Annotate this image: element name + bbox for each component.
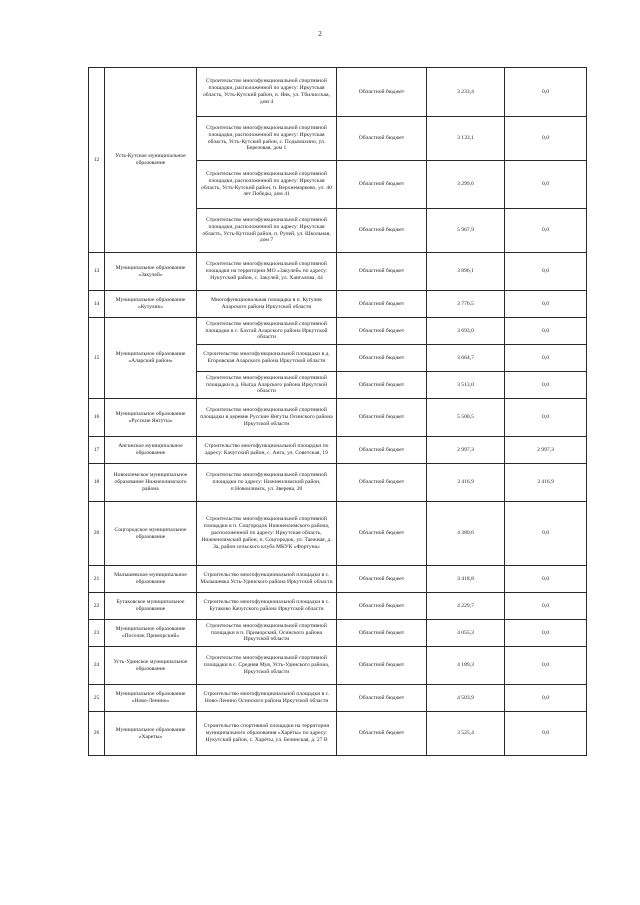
project-description: Строительство многофункциональной спортивной площадки по адресу: Нижнеилимский район, п.Новоилимск, ул. Зверева, 20 [197, 464, 337, 502]
local-amount-value: 0,0 [505, 566, 587, 593]
municipality-name: Усть-Кутское муниципальное образование [105, 68, 197, 253]
table-row [89, 566, 587, 593]
amount-value: 2 997,3 [427, 437, 505, 464]
project-description: Многофункциональная площадка в п. Кутулик Аларского района Иркутской области [197, 291, 337, 318]
amount-value: 4 189,3 [427, 647, 505, 685]
local-amount-value: 0,0 [505, 685, 587, 712]
funding-source: Областной бюджет [337, 685, 427, 712]
funding-source: Областной бюджет [337, 464, 427, 502]
municipality-name: Муниципальное образование «Хареты» [105, 712, 197, 756]
table-row [89, 685, 587, 712]
funding-source: Областной бюджет [337, 318, 427, 345]
project-description: Строительство многофункциональной спортивной площадки, расположенной по адресу: Иркутская область, Усть-Кутский район, п. Верхнемарково, ул. 40 лет Победы, дом 41 [197, 161, 337, 209]
municipality-name: Ангинское муниципальное образование [105, 437, 197, 464]
row-number: 17 [89, 437, 105, 464]
table-row [89, 712, 587, 756]
municipality-name: Соцгородское муниципальное образование [105, 502, 197, 566]
amount-value: 3 233,4 [427, 68, 505, 117]
row-number: 12 [89, 68, 105, 253]
municipality-name: Муниципальное образование «Русские Янгуты» [105, 399, 197, 437]
funding-source: Областной бюджет [337, 68, 427, 117]
municipality-name: Бутаковское муниципальное образование [105, 593, 197, 620]
funding-source: Областной бюджет [337, 117, 427, 161]
amount-value: 5 967,9 [427, 209, 505, 253]
local-amount-value: 0,0 [505, 117, 587, 161]
funding-source: Областной бюджет [337, 647, 427, 685]
amount-value: 3 525,4 [427, 712, 505, 756]
project-description: Строительство многофункциональной площадки по адресу: Качугский район, с. Анга, ул. Советская, 19 [197, 437, 337, 464]
local-amount-value: 0,0 [505, 68, 587, 117]
project-description: Строительство многофункциональной спортивной площадки в деревне Русские Янгуты Осинского района Иркутской области [197, 399, 337, 437]
local-amount-value: 0,0 [505, 647, 587, 685]
table-row [89, 318, 587, 345]
funding-source: Областной бюджет [337, 253, 427, 291]
local-amount-value: 0,0 [505, 253, 587, 291]
table-row [89, 502, 587, 566]
funding-source: Областной бюджет [337, 291, 427, 318]
funding-source: Областной бюджет [337, 372, 427, 399]
local-amount-value: 0,0 [505, 593, 587, 620]
table-row [89, 647, 587, 685]
amount-value: 3 133,1 [427, 117, 505, 161]
amount-value: 4 503,9 [427, 685, 505, 712]
amount-value: 3 664,7 [427, 345, 505, 372]
page-number: 2 [318, 30, 322, 38]
local-amount-value: 2 997,3 [505, 437, 587, 464]
row-number: 24 [89, 647, 105, 685]
amount-value: 4 229,7 [427, 593, 505, 620]
row-number: 20 [89, 502, 105, 566]
row-number: 23 [89, 620, 105, 647]
funding-source: Областной бюджет [337, 712, 427, 756]
amount-value: 3 693,0 [427, 318, 505, 345]
row-number: 16 [89, 399, 105, 437]
municipality-name: Малышевское муниципальное образование [105, 566, 197, 593]
amount-value: 3 776,5 [427, 291, 505, 318]
municipality-name: Усть-Удинское муниципальное образование [105, 647, 197, 685]
project-description: Строительство многофункциональной площадки в с. Бутаково Качугского района Иркутской области [197, 593, 337, 620]
amount-value: 4 380,6 [427, 502, 505, 566]
table-row [89, 291, 587, 318]
municipality-name: Муниципальное образование «Закулей» [105, 253, 197, 291]
row-number: 14 [89, 291, 105, 318]
amount-value: 3 416,9 [427, 464, 505, 502]
municipality-name: Муниципальное образование «Ново-Ленино» [105, 685, 197, 712]
project-description: Строительство спортивной площадки на территории муниципального образования «Харёты» по адресу: Нукутский район, с. Харёты, ул. Белинская, д. 27 В [197, 712, 337, 756]
table-row [89, 68, 587, 117]
project-description: Строительство многофункциональной спортивной площадки в с. Бахтай Аларского района Иркутской области [197, 318, 337, 345]
local-amount-value: 0,0 [505, 161, 587, 209]
table-row [89, 593, 587, 620]
funding-source: Областной бюджет [337, 161, 427, 209]
project-description: Строительство многофункциональной спортивной площадки в д. Ныгда Аларского района Иркутской области [197, 372, 337, 399]
project-description: Строительство многофункциональной спортивной площадки на территории МО «Закулей» по адресу: Нукутский район, с. Закулей, ул. Хангалова, 44 [197, 253, 337, 291]
local-amount-value: 0,0 [505, 712, 587, 756]
row-number: 18 [89, 464, 105, 502]
amount-value: 5 500,5 [427, 399, 505, 437]
table-row [89, 437, 587, 464]
amount-value: 3 299,6 [427, 161, 505, 209]
table-row [89, 253, 587, 291]
local-amount-value: 0,0 [505, 345, 587, 372]
local-amount-value: 0,0 [505, 318, 587, 345]
municipality-name: Муниципальное образование «Поселок Приморский» [105, 620, 197, 647]
local-amount-value: 0,0 [505, 620, 587, 647]
table-body [89, 68, 587, 756]
project-description: Строительство многофункциональной спортивной площадки в с. Средняя Муя, Усть-Удинского района, Иркутской области [197, 647, 337, 685]
funding-source: Областной бюджет [337, 209, 427, 253]
municipality-name: Муниципальное образование «Кутулик» [105, 291, 197, 318]
project-description: Строительство многофункциональной спортивной площадки, расположенной по адресу: Иркутская область, Усть-Кутский район, с. Подымахино, ул. Березовая, дом 1 [197, 117, 337, 161]
local-amount-value: 0,0 [505, 209, 587, 253]
row-number: 26 [89, 712, 105, 756]
table-row [89, 399, 587, 437]
local-amount-value: 0,0 [505, 291, 587, 318]
local-amount-value: 0,0 [505, 502, 587, 566]
row-number: 13 [89, 253, 105, 291]
amount-value: 4 055,3 [427, 620, 505, 647]
row-number: 21 [89, 566, 105, 593]
funding-source: Областной бюджет [337, 502, 427, 566]
project-description: Строительство многофункциональной спортивной площадки в п. Приморский, Осинского района Иркутской области [197, 620, 337, 647]
row-number: 15 [89, 318, 105, 399]
project-description: Строительство многофункциональной спортивной площадки в п. Соцгородок Нижнеилимского района, расположенной по адресу: Иркутская область, Нижнеилимский район, п. Соцгородок, ул. Таежная, д. 3а, район сельского клуба МКУК «Фортуна» [197, 502, 337, 566]
funding-source: Областной бюджет [337, 345, 427, 372]
funding-source: Областной бюджет [337, 399, 427, 437]
funding-source: Областной бюджет [337, 437, 427, 464]
local-amount-value: 3 416,9 [505, 464, 587, 502]
project-description: Строительство многофункциональной спортивной площадки, расположенной по адресу: Иркутская область, Усть-Кутский район, п. Янк, ул. Тбилисская, дом 4 [197, 68, 337, 117]
local-amount-value: 0,0 [505, 372, 587, 399]
project-description: Строительство многофункциональной площадки в д. Егоровская Аларского района Иркутской области [197, 345, 337, 372]
amount-value: 3 896,1 [427, 253, 505, 291]
funding-table [88, 67, 587, 756]
row-number: 22 [89, 593, 105, 620]
project-description: Строительство многофункциональной площадки в с. Малышевка Усть-Удинского района Иркутской области [197, 566, 337, 593]
local-amount-value: 0,0 [505, 399, 587, 437]
project-description: Строительство многофункциональной спортивной площадки, расположенной по адресу: Иркутская область, Усть-Кутский район, п. Ручей, ул. Школьная, дом 7 [197, 209, 337, 253]
table-row [89, 620, 587, 647]
funding-source: Областной бюджет [337, 566, 427, 593]
municipality-name: Новоилимское муниципальное образование Нижнеилимского района [105, 464, 197, 502]
amount-value: 3 418,8 [427, 566, 505, 593]
funding-source: Областной бюджет [337, 593, 427, 620]
project-description: Строительство многофункциональной площадки в с. Ново-Ленино Осинского района Иркутской области [197, 685, 337, 712]
municipality-name: Муниципальное образование «Аларский район» [105, 318, 197, 399]
table-row [89, 464, 587, 502]
funding-source: Областной бюджет [337, 620, 427, 647]
row-number: 25 [89, 685, 105, 712]
amount-value: 3 513,0 [427, 372, 505, 399]
